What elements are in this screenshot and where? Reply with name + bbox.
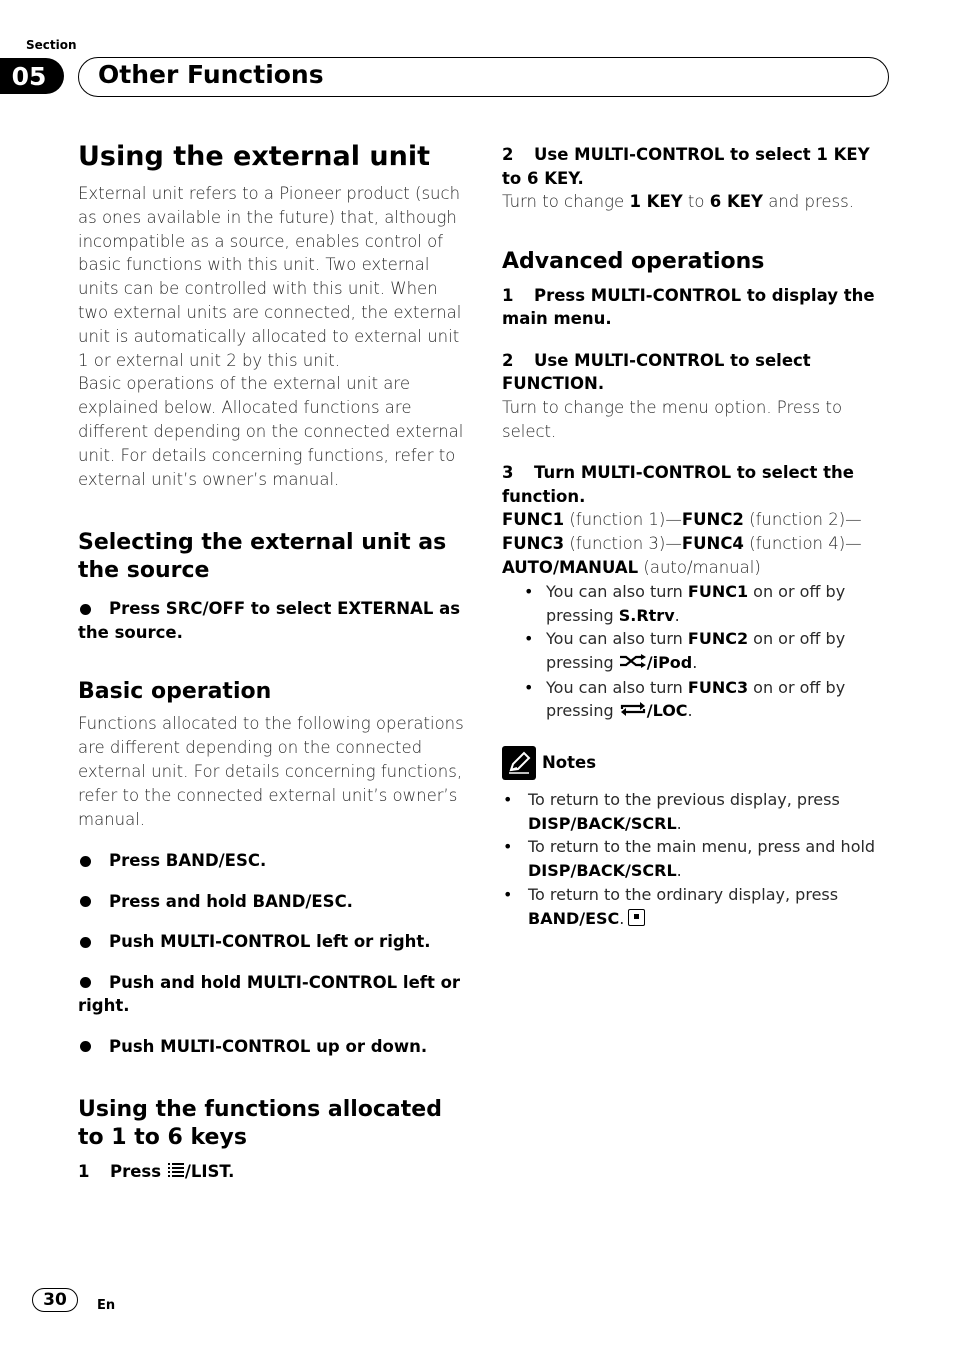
adv-step-2 [502,349,890,396]
func4-desc: (function 4)— [743,534,862,554]
list-icon [167,1161,185,1185]
auto-manual-label: AUTO/MANUAL [502,557,639,577]
adv-step-1-text: Press MULTI-CONTROL to display the main menu. [502,285,875,329]
func3-label: FUNC3 [502,534,565,554]
adv-step-3-text: Turn MULTI-CONTROL to select the function. [502,463,854,506]
function-list [502,508,890,579]
end-of-section-icon [628,909,645,926]
auto-manual-desc: (auto/manual) [638,557,761,577]
text-run: You can also turn [546,629,688,649]
func2-label: FUNC2 [681,510,744,530]
intro-paragraph-1: External unit refers to a Pioneer product (such as ones available in the future) that, although incompatible as a source, enables control of basic functions with this unit. Two external units can be controlled with this unit. When two external units are connected, the external unit is automatically allocated to external unit 1 or external unit 2 by this unit. [78,184,462,370]
text-run: . [692,653,698,673]
notes-header [502,746,890,780]
section-number-badge: 05 [0,58,64,94]
basic-operation-body: Functions allocated to the following operations are different depending on the connected external unit. For details concerning functions, refer to the connected external unit’s owner’s manual. [78,714,464,829]
select-source-step-text: Press SRC/OFF to select EXTERNAL as the source. [78,599,461,642]
text-run-bold: FUNC2 [687,629,749,649]
intro-paragraph-2: Basic operations of the external unit are explained below. Allocated functions are different depending on the connected external unit. For details concerning functions, refer to external unit’s owner’s manual. [78,374,464,489]
function-sub-bullets [522,580,890,724]
keys-step-2-text: Use MULTI-CONTROL to select 1 KEY to 6 KEY. [502,145,870,188]
list-item [502,788,890,836]
text-run: . [676,861,682,881]
basic-step-text: Press BAND/ESC. [109,851,267,871]
text-run: You can also turn [546,581,688,601]
step-number: 1 [78,1162,90,1182]
pencil-icon [502,746,536,780]
text-run-bold: DISP/BACK/SCRL [528,813,677,833]
shuffle-icon [619,652,647,676]
adv-step-1 [502,284,890,331]
keys-step-1-text-a: Press [110,1162,167,1182]
list-item [522,580,890,628]
text-run-bold: FUNC1 [687,581,749,601]
func3-desc: (function 3)— [564,534,682,554]
text-run-bold: S.Rtrv [618,605,675,625]
bullet-dot [80,1041,91,1052]
text-run-bold: BAND/ESC [528,908,620,928]
text-run-bold: 6 KEY [709,192,763,211]
notes-list [502,788,890,931]
func4-label: FUNC4 [681,534,744,554]
text-run: . [619,908,625,928]
basic-step-text: Push MULTI-CONTROL left or right. [109,932,431,952]
bullet-dot [80,604,91,615]
select-source-step [78,597,468,644]
page-number: 30 [32,1288,78,1312]
bullet-dot [80,937,91,948]
chapter-title: Other Functions [98,60,324,89]
keys-step-2 [502,143,890,190]
basic-step [78,971,468,1018]
func2-desc: (function 2)— [743,510,862,530]
text-run: on or off by pressing [546,677,846,721]
basic-step [78,930,468,954]
text-run: . [674,605,680,625]
adv-step-2-body: Turn to change the menu option. Press to select. [502,397,843,441]
bullet-dot [80,856,91,867]
list-item [522,676,890,724]
list-item [502,883,890,931]
text-run: and press. [762,192,854,211]
advanced-operations-heading: Advanced operations [502,248,765,274]
keys-heading: Using the functions allocated to 1 to 6 keys [78,1097,442,1151]
repeat-icon [619,700,647,724]
basic-operation-heading: Basic operation [78,679,272,705]
left-column [78,140,468,1185]
step-number: 1 [502,285,514,305]
basic-step-text: Press and hold BAND/ESC. [109,891,353,911]
text-run-bold: /LOC [646,701,688,721]
func1-desc: (function 1)— [564,510,682,530]
keys-step-1 [78,1160,468,1184]
adv-step-2-text: Use MULTI-CONTROL to select FUNCTION. [502,350,811,394]
text-run: Turn to change [502,192,630,211]
text-run: To return to the ordinary display, press [528,884,839,904]
basic-step [78,890,468,914]
text-run: You can also turn [546,677,688,697]
bullet-dot [80,896,91,907]
language-code: En [97,1298,116,1313]
text-run: on or off by pressing [546,629,846,673]
text-run: to [682,192,710,211]
basic-step-text: Push MULTI-CONTROL up or down. [109,1036,428,1056]
bullet-dot [80,977,91,988]
step-number: 2 [502,350,514,370]
right-column [502,143,890,931]
text-run-bold: /iPod [646,653,693,673]
keys-step-1-text-b: /LIST. [184,1162,235,1182]
text-run-bold: 1 KEY [629,192,683,211]
text-run-bold: DISP/BACK/SCRL [528,861,677,881]
section-label: Section [26,38,77,52]
keys-step-2-body [502,190,890,214]
text-run: To return to the main menu, press and hold [528,837,876,857]
basic-step [78,849,468,873]
step-number: 3 [502,463,514,483]
notes-label: Notes [542,753,597,773]
adv-step-3 [502,461,890,508]
basic-step [78,1035,468,1059]
text-run: . [676,813,682,833]
text-run: . [687,701,693,721]
basic-step-text: Push and hold MULTI-CONTROL left or right. [78,972,461,1016]
page-title: Using the external unit [78,141,431,172]
select-source-heading: Selecting the external unit as the source [78,530,447,584]
list-item [522,627,890,675]
func1-label: FUNC1 [502,510,565,530]
step-number: 2 [502,145,514,164]
text-run-bold: FUNC3 [687,677,749,697]
text-run: To return to the previous display, press [528,789,840,809]
text-run: on or off by pressing [546,581,846,625]
list-item [502,835,890,883]
